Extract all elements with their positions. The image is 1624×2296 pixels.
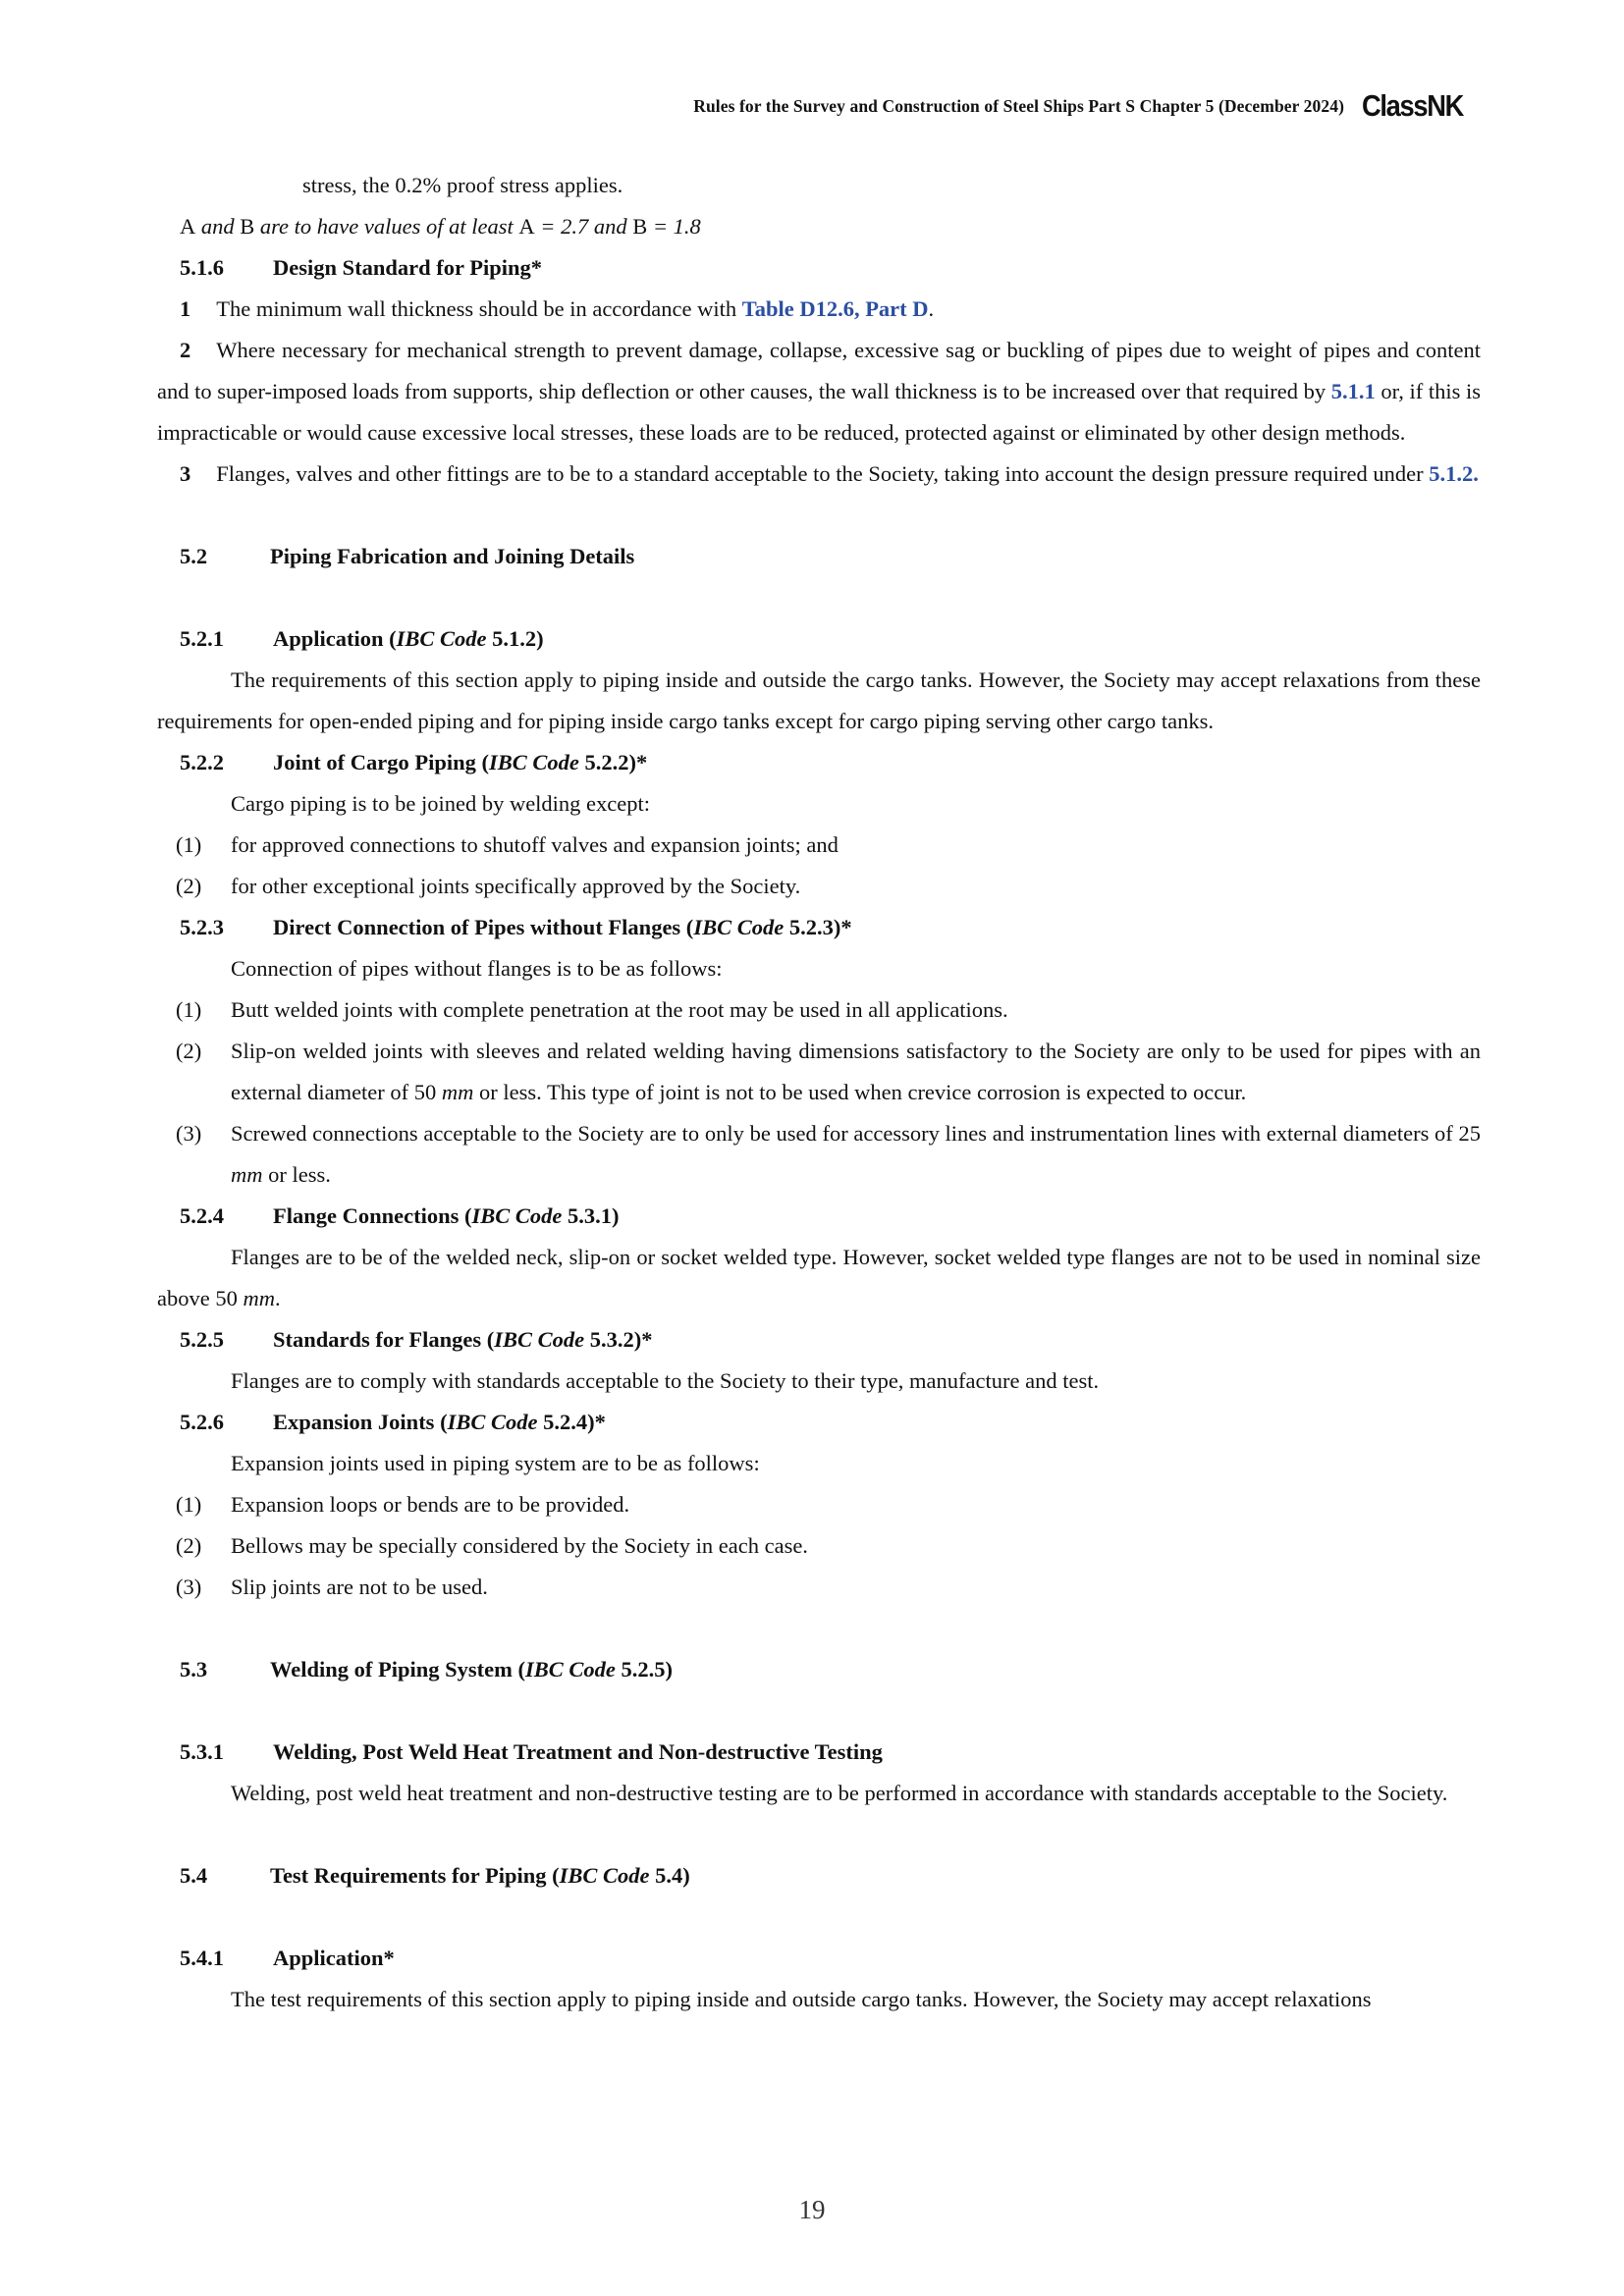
section-5-1-2-link[interactable]: 5.1.2 (1429, 461, 1474, 486)
paragraph-5-2-1: The requirements of this section apply to piping inside and outside the cargo tanks. However, the Society may accept relaxations from these requirements for open-ended piping and for piping inside cargo tanks except for cargo piping serving other cargo tanks. (157, 667, 1481, 733)
document-title: Rules for the Survey and Construction of Steel Ships Part S Chapter 5 (December 2024) (693, 95, 1344, 116)
intro-5-2-3: Connection of pipes without flanges is to be as follows: (231, 956, 723, 981)
section-heading-5-2-5: 5.2.5 Standards for Flanges (IBC Code 5.3.2)* (180, 1327, 653, 1352)
list-item: (3) Slip joints are not to be used. (176, 1575, 488, 1599)
page-number: 19 (798, 2195, 826, 2224)
list-item: (2) Bellows may be specially considered by the Society in each case. (176, 1533, 808, 1558)
section-heading-5-4: 5.4 Test Requirements for Piping (IBC Code 5.4) (180, 1863, 690, 1888)
paragraph-5-2-5: Flanges are to comply with standards acceptable to the Society to their type, manufacture and test. (231, 1368, 1100, 1393)
ab-values-line: A and B are to have values of at least A = 2.7 and B = 1.8 (180, 214, 701, 239)
section-heading-5-3: 5.3 Welding of Piping System (IBC Code 5.2.5) (180, 1657, 674, 1682)
section-heading-5-3-1: 5.3.1 Welding, Post Weld Heat Treatment and Non-destructive Testing (180, 1739, 883, 1764)
list-item: (2) Slip-on welded joints with sleeves and related welding having dimensions satisfactory to the Society are only to be used for pipes with an external diameter of 50 mm or less. This type of joint is not to be used when crevice corrosion is expected to occur. (176, 1039, 1481, 1104)
continuation-text: stress, the 0.2% proof stress applies. (302, 173, 623, 197)
list-item: (1) Butt welded joints with complete penetration at the root may be used in all applications. (176, 997, 1008, 1022)
intro-5-2-6: Expansion joints used in piping system are to be as follows: (231, 1451, 760, 1475)
section-heading-5-2-3: 5.2.3 Direct Connection of Pipes without Flanges (IBC Code 5.2.3)* (180, 915, 852, 939)
section-heading-5-2-6: 5.2.6 Expansion Joints (IBC Code 5.2.4)* (180, 1410, 606, 1434)
page-header (693, 88, 1477, 124)
list-item: (2) for other exceptional joints specifically approved by the Society. (176, 874, 801, 898)
list-item: (1) for approved connections to shutoff valves and expansion joints; and (176, 832, 839, 857)
table-d12-6-link[interactable]: Table D12.6, Part D (741, 296, 929, 321)
section-heading-5-4-1: 5.4.1 Application* (180, 1946, 395, 1970)
intro-5-2-2: Cargo piping is to be joined by welding except: (231, 791, 651, 816)
paragraph-5-1-6-3: 3 Flanges, valves and other fittings are to be to a standard acceptable to the Society, taking into account the design pressure required under 5.1.2. (180, 461, 1479, 486)
paragraph-5-2-4: Flanges are to be of the welded neck, slip-on or socket welded type. However, socket welded type flanges are not to be used in nominal size above 50 mm. (157, 1245, 1481, 1310)
section-heading-5-2: 5.2 Piping Fabrication and Joining Details (180, 544, 635, 568)
section-heading-5-1-6: 5.1.6 Design Standard for Piping* (180, 255, 543, 280)
section-heading-5-2-2: 5.2.2 Joint of Cargo Piping (IBC Code 5.2.2)* (180, 750, 648, 774)
paragraph-5-1-6-2: 2 Where necessary for mechanical strength to prevent damage, collapse, excessive sag or buckling of pipes due to weight of pipes and content and to super-imposed loads from supports, ship deflection or other causes, the wall thickness is to be increased over that required by 5.1.1 or, if this is impracticable or would cause excessive local stresses, these loads are to be reduced, protected against or eliminated by other design methods. (157, 338, 1481, 445)
page-content (157, 165, 1481, 2020)
section-5-1-1-link[interactable]: 5.1.1 (1330, 379, 1376, 403)
paragraph-5-3-1: Welding, post weld heat treatment and non-destructive testing are to be performed in accordance with standards acceptable to the Society. (231, 1781, 1448, 1805)
section-heading-5-2-4: 5.2.4 Flange Connections (IBC Code 5.3.1) (180, 1203, 620, 1228)
list-item: (3) Screwed connections acceptable to the Society are to only be used for accessory lines and instrumentation lines with external diameters of 25 mm or less. (176, 1121, 1481, 1187)
paragraph-5-1-6-1: 1 The minimum wall thickness should be in accordance with Table D12.6, Part D. (180, 296, 935, 321)
classnk-logo: ClassNK (1362, 88, 1463, 123)
list-item: (1) Expansion loops or bends are to be provided. (176, 1492, 630, 1517)
paragraph-5-4-1: The test requirements of this section apply to piping inside and outside cargo tanks. However, the Society may accept relaxations (231, 1987, 1372, 2011)
section-heading-5-2-1: 5.2.1 Application (IBC Code 5.1.2) (180, 626, 544, 651)
